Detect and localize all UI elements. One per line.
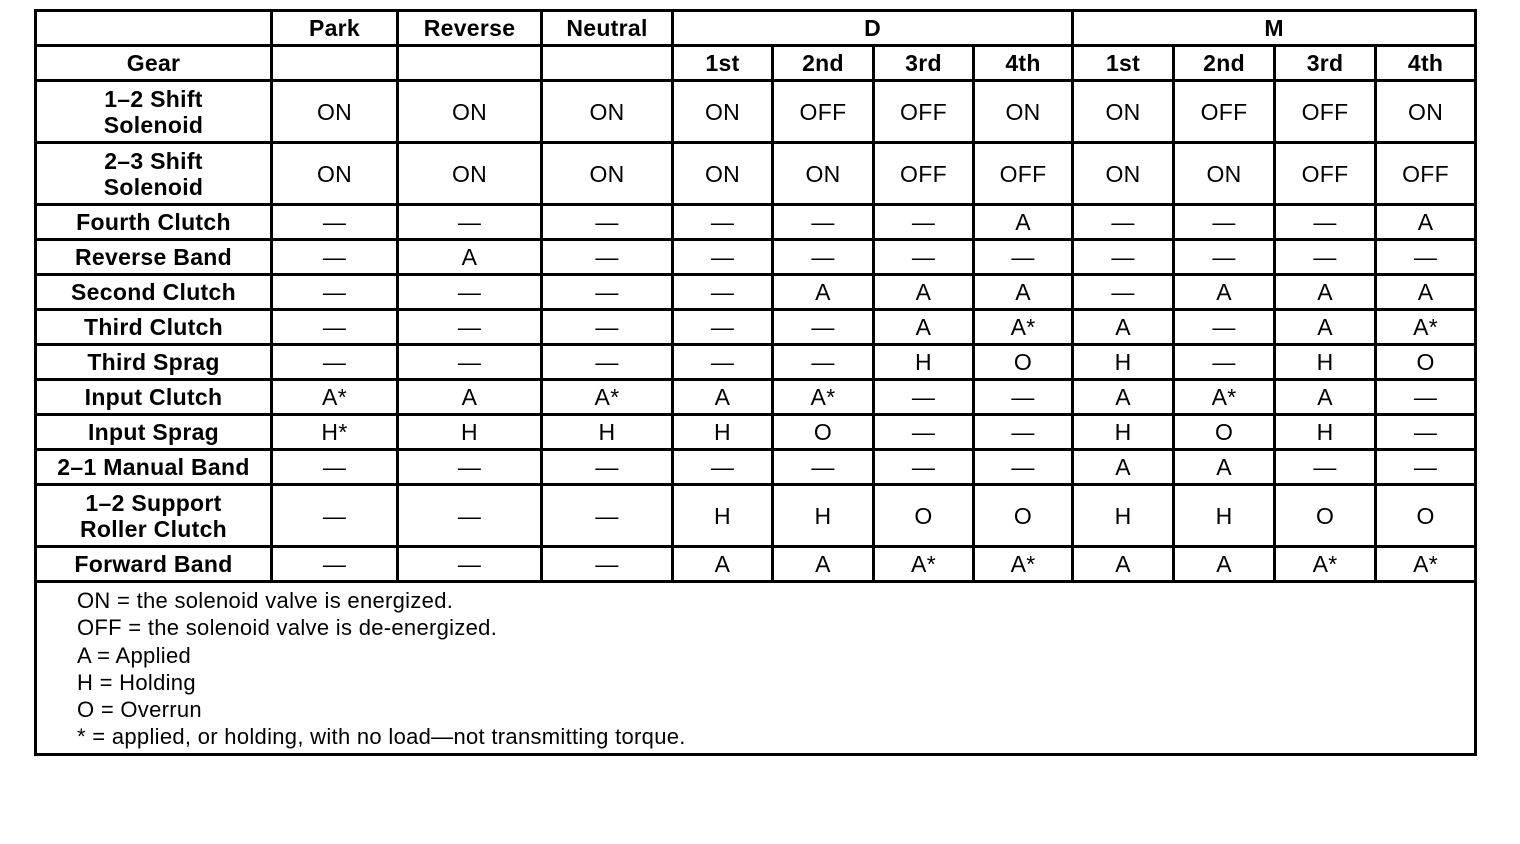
table-cell: A* <box>974 310 1073 345</box>
table-cell: — <box>1275 240 1376 275</box>
legend-line: ON = the solenoid valve is energized. <box>77 588 454 613</box>
table-cell: — <box>1376 240 1476 275</box>
table-cell: O <box>1376 485 1476 547</box>
table-cell: A <box>1073 547 1174 582</box>
table-cell: ON <box>1174 143 1275 205</box>
table-cell: — <box>974 450 1073 485</box>
table-cell: — <box>542 240 673 275</box>
legend-line: H = Holding <box>77 669 196 695</box>
table-cell: H <box>398 415 542 450</box>
table-cell: — <box>1275 450 1376 485</box>
table-cell: ON <box>398 81 542 143</box>
table-cell: H <box>1073 415 1174 450</box>
gear-park <box>272 46 398 81</box>
table-cell: A <box>398 240 542 275</box>
table-cell: A <box>1174 450 1275 485</box>
table-cell: — <box>542 547 673 582</box>
table-cell: — <box>773 205 874 240</box>
table-cell: — <box>272 310 398 345</box>
table-cell: A <box>398 380 542 415</box>
table-cell: H <box>874 345 974 380</box>
table-cell: — <box>773 240 874 275</box>
table-cell: A <box>974 205 1073 240</box>
table-cell: — <box>1073 205 1174 240</box>
gear-label: Gear <box>36 46 272 81</box>
gear-m-4th: 4th <box>1376 46 1476 81</box>
table-cell: O <box>1174 415 1275 450</box>
table-cell: ON <box>1073 143 1174 205</box>
table-row <box>36 380 1476 415</box>
table-cell: — <box>1174 240 1275 275</box>
row-label: Reverse Band <box>36 240 272 275</box>
table-cell: ON <box>1073 81 1174 143</box>
table-cell: — <box>542 205 673 240</box>
table-cell: OFF <box>1275 143 1376 205</box>
header-row-modes <box>36 11 1476 46</box>
table-cell: H <box>673 485 773 547</box>
table-cell: — <box>1073 240 1174 275</box>
row-label: Third Clutch <box>36 310 272 345</box>
table-cell: — <box>974 240 1073 275</box>
table-cell: A <box>1174 547 1275 582</box>
table-cell: ON <box>542 81 673 143</box>
table-cell: OFF <box>773 81 874 143</box>
table-cell: H <box>542 415 673 450</box>
table-cell: — <box>1376 450 1476 485</box>
table-cell: — <box>272 547 398 582</box>
row-label: Forward Band <box>36 547 272 582</box>
table-cell: A <box>773 547 874 582</box>
gear-d-2nd: 2nd <box>773 46 874 81</box>
row-label: Third Sprag <box>36 345 272 380</box>
table-cell: — <box>673 450 773 485</box>
table-cell: — <box>272 275 398 310</box>
table-cell: A <box>773 275 874 310</box>
header-corner <box>36 11 272 46</box>
row-label: 2–3 Shift Solenoid <box>36 143 272 205</box>
table-cell: — <box>398 547 542 582</box>
table-cell: — <box>1174 205 1275 240</box>
gear-d-3rd: 3rd <box>874 46 974 81</box>
row-label: Input Sprag <box>36 415 272 450</box>
gear-neutral <box>542 46 673 81</box>
table-cell: A <box>874 275 974 310</box>
table-cell: — <box>272 205 398 240</box>
table-cell: ON <box>673 143 773 205</box>
table-cell: ON <box>272 143 398 205</box>
table-cell: ON <box>974 81 1073 143</box>
table-row <box>36 81 1476 143</box>
table-cell: — <box>398 485 542 547</box>
header-row-gears <box>36 46 1476 81</box>
table-cell: — <box>398 275 542 310</box>
table-cell: A <box>874 310 974 345</box>
table-row <box>36 240 1476 275</box>
table-row <box>36 415 1476 450</box>
row-label: 2–1 Manual Band <box>36 450 272 485</box>
legend-line: OFF = the solenoid valve is de-energized. <box>77 615 498 641</box>
table-cell: — <box>542 345 673 380</box>
legend-line: A = Applied <box>77 642 192 668</box>
table-cell: — <box>773 345 874 380</box>
table-cell: — <box>673 345 773 380</box>
gear-m-1st: 1st <box>1073 46 1174 81</box>
table-cell: H <box>673 415 773 450</box>
header-drive: D <box>673 11 1073 46</box>
table-cell: O <box>874 485 974 547</box>
table-cell: A <box>673 547 773 582</box>
table-cell: — <box>398 310 542 345</box>
table-cell: OFF <box>874 143 974 205</box>
table-cell: O <box>1275 485 1376 547</box>
table-cell: H <box>773 485 874 547</box>
table-cell: — <box>874 415 974 450</box>
table-cell: — <box>673 240 773 275</box>
table-cell: A <box>974 275 1073 310</box>
legend-row <box>36 582 1476 755</box>
table-cell: H <box>1073 485 1174 547</box>
table-cell: A* <box>272 380 398 415</box>
table-cell: — <box>542 485 673 547</box>
table-cell: A <box>1376 205 1476 240</box>
table-cell: OFF <box>874 81 974 143</box>
table-cell: — <box>542 275 673 310</box>
table-cell: — <box>1376 380 1476 415</box>
table-cell: O <box>974 345 1073 380</box>
table-cell: A* <box>1275 547 1376 582</box>
table-cell: ON <box>398 143 542 205</box>
table-cell: — <box>398 205 542 240</box>
table-cell: — <box>542 450 673 485</box>
table-cell: ON <box>272 81 398 143</box>
table-cell: O <box>974 485 1073 547</box>
table-cell: O <box>773 415 874 450</box>
table-cell: — <box>874 240 974 275</box>
legend-line: * = applied, or holding, with no load—not transmitting torque. <box>77 724 686 750</box>
table-row <box>36 205 1476 240</box>
table-row <box>36 485 1476 547</box>
table-row <box>36 310 1476 345</box>
table-row <box>36 547 1476 582</box>
gear-d-1st: 1st <box>673 46 773 81</box>
table-cell: H* <box>272 415 398 450</box>
table-cell: H <box>1275 345 1376 380</box>
table-cell: ON <box>542 143 673 205</box>
table-cell: — <box>398 345 542 380</box>
table-cell: — <box>272 345 398 380</box>
table-cell: — <box>673 275 773 310</box>
table-cell: — <box>272 450 398 485</box>
row-label: Second Clutch <box>36 275 272 310</box>
table-cell: ON <box>773 143 874 205</box>
table-cell: A* <box>1376 547 1476 582</box>
table-cell: — <box>974 415 1073 450</box>
table-cell: A <box>1275 310 1376 345</box>
gear-m-3rd: 3rd <box>1275 46 1376 81</box>
table-cell: A <box>1073 380 1174 415</box>
table-cell: — <box>974 380 1073 415</box>
table-cell: — <box>1073 275 1174 310</box>
table-cell: — <box>1174 310 1275 345</box>
table-cell: A <box>1174 275 1275 310</box>
row-label: Input Clutch <box>36 380 272 415</box>
table-cell: OFF <box>1174 81 1275 143</box>
table-row <box>36 143 1476 205</box>
table-cell: O <box>1376 345 1476 380</box>
table-cell: — <box>398 450 542 485</box>
header-park: Park <box>272 11 398 46</box>
table-cell: — <box>874 450 974 485</box>
row-label: Fourth Clutch <box>36 205 272 240</box>
table-cell: OFF <box>1376 143 1476 205</box>
table-cell: A <box>1073 450 1174 485</box>
table-cell: — <box>874 205 974 240</box>
clutch-application-table <box>34 9 1477 756</box>
row-label: 1–2 Support Roller Clutch <box>36 485 272 547</box>
table-cell: — <box>272 240 398 275</box>
table-cell: A <box>1376 275 1476 310</box>
table-cell: OFF <box>1275 81 1376 143</box>
gear-m-2nd: 2nd <box>1174 46 1275 81</box>
table-cell: A <box>1073 310 1174 345</box>
header-manual: M <box>1073 11 1476 46</box>
row-label: 1–2 Shift Solenoid <box>36 81 272 143</box>
table-cell: — <box>673 310 773 345</box>
shift-chart <box>34 9 1474 756</box>
table-cell: A <box>1275 380 1376 415</box>
table-row <box>36 345 1476 380</box>
table-cell: — <box>542 310 673 345</box>
gear-d-4th: 4th <box>974 46 1073 81</box>
legend <box>36 582 1476 755</box>
table-cell: — <box>272 485 398 547</box>
legend-line: O = Overrun <box>77 697 202 723</box>
table-cell: — <box>773 310 874 345</box>
table-cell: A <box>673 380 773 415</box>
table-row <box>36 450 1476 485</box>
table-cell: — <box>1376 415 1476 450</box>
header-neutral: Neutral <box>542 11 673 46</box>
table-cell: — <box>673 205 773 240</box>
table-cell: A* <box>773 380 874 415</box>
table-cell: — <box>1174 345 1275 380</box>
table-cell: A* <box>974 547 1073 582</box>
gear-reverse <box>398 46 542 81</box>
table-cell: A* <box>542 380 673 415</box>
table-row <box>36 275 1476 310</box>
table-cell: — <box>1275 205 1376 240</box>
header-reverse: Reverse <box>398 11 542 46</box>
table-cell: H <box>1275 415 1376 450</box>
table-cell: H <box>1073 345 1174 380</box>
table-cell: ON <box>1376 81 1476 143</box>
table-cell: A <box>1275 275 1376 310</box>
table-cell: ON <box>673 81 773 143</box>
table-cell: H <box>1174 485 1275 547</box>
table-cell: — <box>773 450 874 485</box>
table-cell: A* <box>1174 380 1275 415</box>
table-cell: OFF <box>974 143 1073 205</box>
table-cell: A* <box>874 547 974 582</box>
table-cell: — <box>874 380 974 415</box>
table-cell: A* <box>1376 310 1476 345</box>
